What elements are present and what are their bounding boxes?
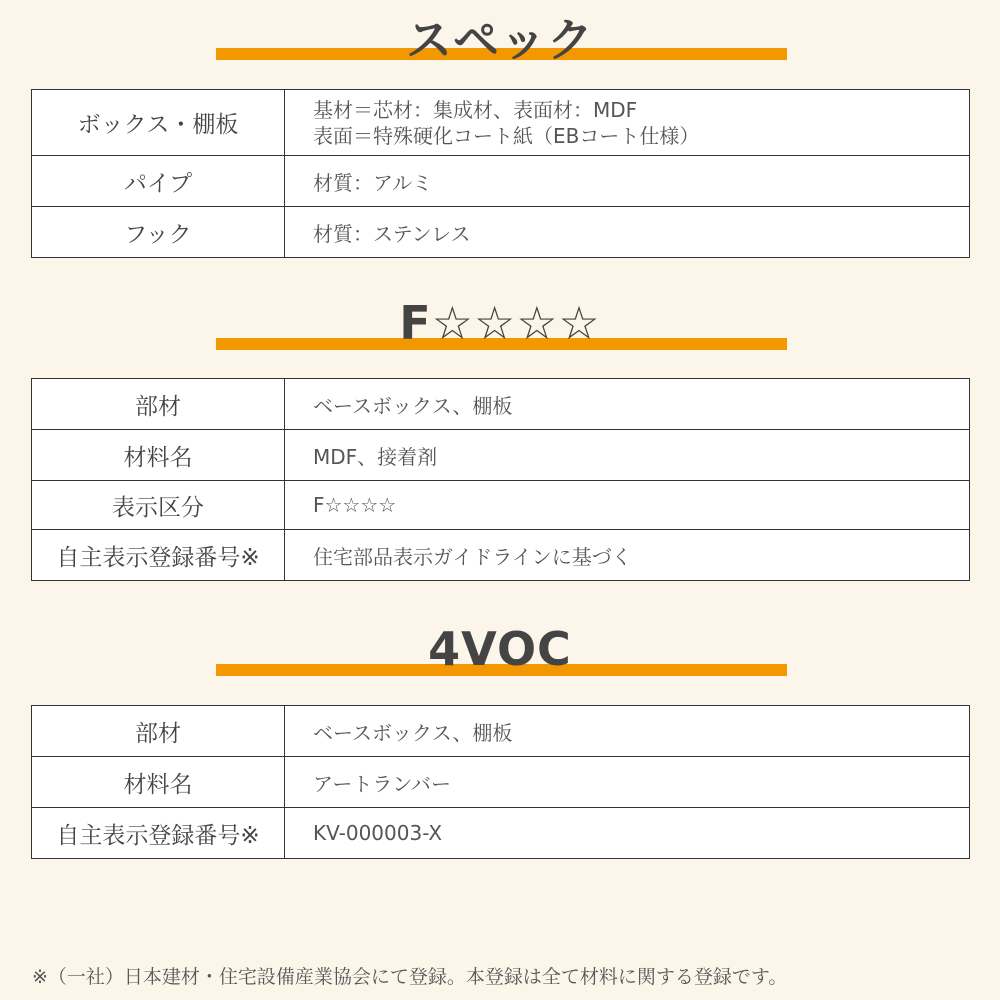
row-label: 材料名 bbox=[32, 430, 285, 481]
row-label: 部材 bbox=[32, 379, 285, 430]
row-label: 自主表示登録番号※ bbox=[32, 808, 285, 859]
table-row bbox=[32, 481, 970, 530]
row-label: 自主表示登録番号※ bbox=[32, 530, 285, 581]
table-row bbox=[32, 379, 970, 430]
row-value: ベースボックス、棚板 bbox=[285, 706, 970, 757]
footnote: ※（一社）日本建材・住宅設備産業協会にて登録。本登録は全て材料に関する登録です。 bbox=[32, 966, 788, 988]
row-value: 材質：アルミ bbox=[285, 156, 970, 207]
row-label: パイプ bbox=[32, 156, 285, 207]
row-value bbox=[285, 90, 970, 156]
table-row bbox=[32, 207, 970, 258]
table-row bbox=[32, 757, 970, 808]
row-label: 表示区分 bbox=[32, 481, 285, 530]
row-value: ベースボックス、棚板 bbox=[285, 379, 970, 430]
table-row bbox=[32, 808, 970, 859]
value-line: 基材＝芯材：集成材、表面材：MDF bbox=[313, 97, 638, 122]
value-line: 表面＝特殊硬化コート紙（EBコート仕様） bbox=[313, 123, 700, 148]
table-row bbox=[32, 706, 970, 757]
table-row bbox=[32, 430, 970, 481]
heading-title: 4VOC bbox=[428, 622, 572, 676]
table-row bbox=[32, 530, 970, 581]
row-value: MDF、接着剤 bbox=[285, 430, 970, 481]
heading-title: スペック bbox=[406, 13, 594, 67]
row-label: 材料名 bbox=[32, 757, 285, 808]
row-label: 部材 bbox=[32, 706, 285, 757]
row-value: 住宅部品表示ガイドラインに基づく bbox=[285, 530, 970, 581]
row-value: 材質：ステンレス bbox=[285, 207, 970, 258]
table-row bbox=[32, 156, 970, 207]
heading-title: F☆☆☆☆ bbox=[399, 296, 601, 350]
row-label: フック bbox=[32, 207, 285, 258]
section-heading-formaldehyde bbox=[0, 290, 1000, 360]
row-label: ボックス・棚板 bbox=[32, 90, 285, 156]
formaldehyde-table bbox=[31, 378, 970, 581]
voc-table bbox=[31, 705, 970, 859]
section-heading-spec bbox=[0, 0, 1000, 70]
spec-table bbox=[31, 89, 970, 258]
table-row bbox=[32, 90, 970, 156]
row-value: KV-000003-X bbox=[285, 808, 970, 859]
section-heading-4voc bbox=[0, 616, 1000, 686]
row-value: アートランバー bbox=[285, 757, 970, 808]
row-value: F☆☆☆☆ bbox=[285, 481, 970, 530]
